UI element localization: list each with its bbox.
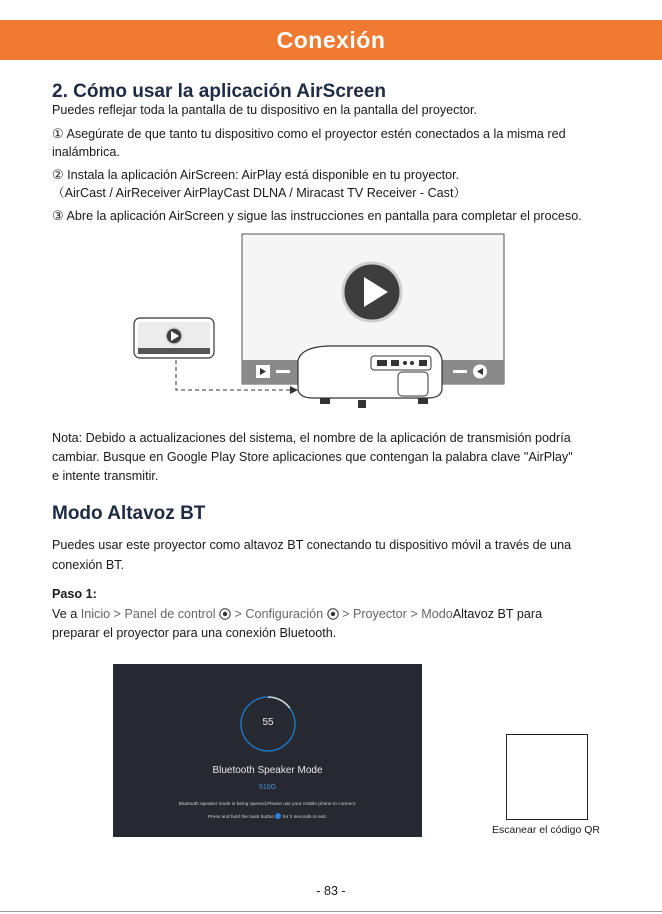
bt-message-1: Bluetooth speaker mode is being opened,Please use your mobile phone to connect. — [178, 802, 357, 807]
section-heading-airscreen: 2. Cómo usar la aplicación AirScreen — [52, 81, 387, 102]
arrow-head-icon — [290, 386, 298, 394]
path-panel: Panel de control — [124, 607, 216, 621]
path-config: Configuración — [245, 607, 324, 621]
settings-icon — [327, 608, 339, 620]
step-3-text: Abre la aplicación AirScreen y sigue las instrucciones en pantalla para completar el proceso. — [66, 209, 582, 223]
note-line-2: cambiar. Busque en Google Play Store aplicaciones que contengan la palabra clave "AirPlay" — [52, 450, 573, 464]
note-line-1: Nota: Debido a actualizaciones del sistema, el nombre de la aplicación de transmisión podría — [52, 431, 571, 445]
qr-caption: Escanear el código QR — [492, 824, 600, 836]
bt-message-2 — [113, 813, 422, 820]
path-modo: Modo — [421, 607, 453, 621]
step-2-paren: （AirCast / AirReceiver AirPlayCast DLNA / Miracast TV Receiver - Cast） — [52, 186, 467, 200]
play-icon — [343, 263, 401, 321]
intro-text: Puedes reflejar toda la pantalla de tu dispositivo en la pantalla del proyector. — [52, 103, 477, 117]
projector-device — [298, 346, 442, 408]
countdown-value: 55 — [262, 717, 274, 728]
bt-intro-2: conexión BT. — [52, 558, 125, 572]
settings-icon — [219, 608, 231, 620]
footer-divider — [0, 911, 662, 912]
step-label: Paso 1: — [52, 587, 97, 601]
step-2 — [52, 165, 459, 185]
phone-device — [134, 318, 214, 358]
step-1 — [52, 124, 566, 144]
airscreen-illustration — [128, 232, 506, 414]
step-3-number: ③ — [52, 208, 64, 223]
countdown-progress-arc — [268, 697, 290, 708]
bt-intro-1: Puedes usar este proyector como altavoz BT conectando tu dispositivo móvil a través de una — [52, 538, 572, 552]
page-number: - 83 - — [316, 884, 346, 898]
step-2-text: Instala la aplicación AirScreen: AirPlay está disponible en tu proyector. — [67, 168, 460, 182]
page-title: Conexión — [276, 27, 386, 53]
path-prefix: Ve a — [52, 607, 78, 621]
bt-path — [52, 605, 542, 624]
qr-code-box — [506, 734, 588, 820]
path-sep: > — [410, 607, 418, 621]
bt-speaker-screen — [113, 664, 422, 837]
bt-message-2b: for 2 seconds to exit. — [282, 815, 328, 820]
path-sep: > — [234, 607, 242, 621]
path-sep: > — [113, 607, 121, 621]
path-proyector: Proyector — [352, 607, 407, 621]
back-button-icon — [275, 813, 281, 819]
device-name: 510G — [258, 784, 277, 791]
path-tail: Altavoz BT para — [452, 607, 543, 621]
step-3 — [52, 206, 582, 226]
step-1-cont: inalámbrica. — [52, 145, 120, 159]
note-line-3: e intente transmitir. — [52, 469, 159, 483]
step-1-text: Asegúrate de que tanto tu dispositivo como el proyector estén conectados a la misma red — [66, 127, 566, 141]
path-inicio: Inicio — [80, 607, 111, 621]
bt-mode-title: Bluetooth Speaker Mode — [212, 765, 323, 776]
step-2-number: ② — [52, 167, 64, 182]
section-heading-bt: Modo Altavoz BT — [52, 503, 206, 524]
bt-path-line-2: preparar el proyector para una conexión Bluetooth. — [52, 626, 337, 640]
step-1-number: ① — [52, 126, 64, 141]
bt-message-2a: Press and hold the back button — [207, 815, 275, 820]
path-sep: > — [342, 607, 350, 621]
